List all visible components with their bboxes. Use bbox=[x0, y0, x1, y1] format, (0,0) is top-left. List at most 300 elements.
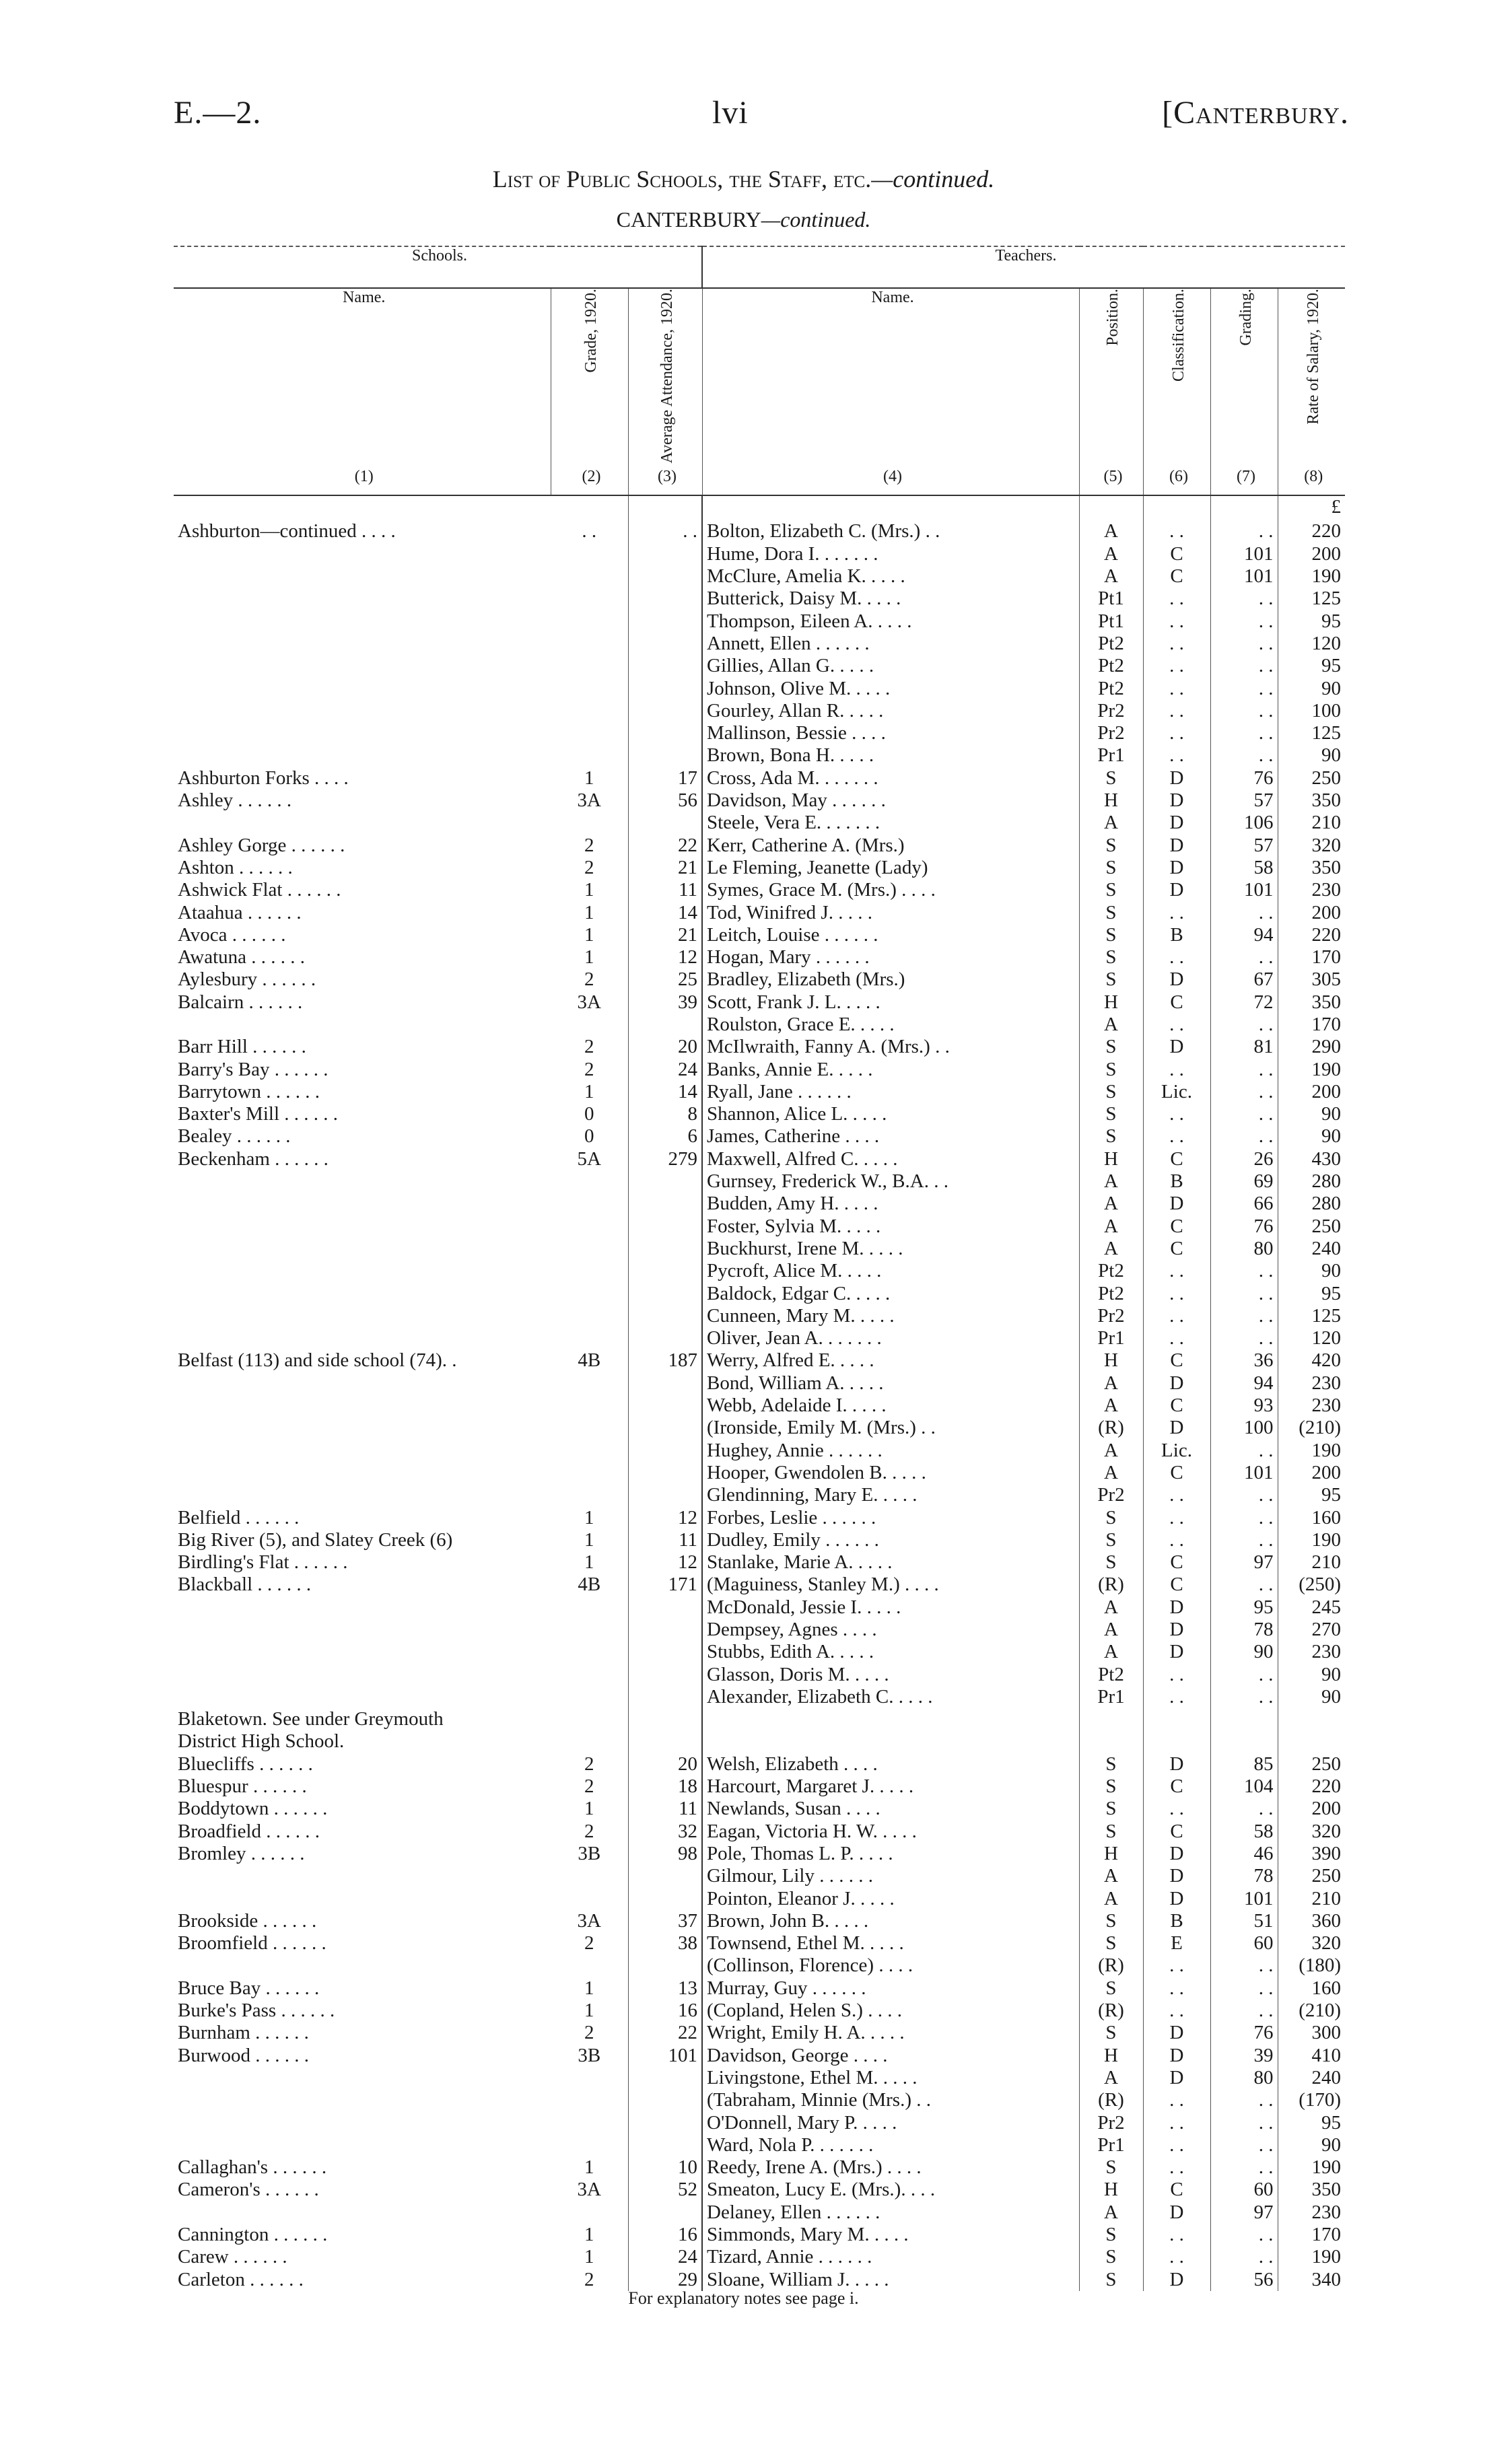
school-attendance: 6 bbox=[628, 1125, 702, 1148]
school-grade: 3A bbox=[551, 991, 628, 1014]
teacher-position: Pr2 bbox=[1079, 1305, 1143, 1327]
table-row bbox=[174, 520, 1345, 542]
school-name bbox=[174, 655, 551, 677]
school-attendance bbox=[628, 1440, 702, 1462]
teacher-grading: 94 bbox=[1210, 1372, 1278, 1395]
teacher-position: H bbox=[1079, 789, 1143, 812]
teacher-grading: 100 bbox=[1210, 1417, 1278, 1439]
teacher-position: S bbox=[1079, 1753, 1143, 1775]
school-attendance: 25 bbox=[628, 969, 702, 991]
school-name: Ashton . . . . . . bbox=[178, 856, 293, 878]
table-row bbox=[174, 879, 1345, 901]
school-attendance bbox=[628, 2067, 702, 2089]
teacher-classification: C bbox=[1143, 991, 1210, 1014]
teacher-salary: 350 bbox=[1311, 789, 1342, 812]
teacher-classification: . . bbox=[1143, 655, 1210, 677]
school-name bbox=[174, 1619, 551, 1641]
teacher-salary: 95 bbox=[1321, 2111, 1342, 2134]
teacher-name: Stubbs, Edith A. . . . . bbox=[702, 1641, 1079, 1663]
teacher-salary bbox=[1278, 1730, 1345, 1753]
teacher-grading: . . bbox=[1210, 1327, 1278, 1349]
teacher-grading: . . bbox=[1210, 610, 1278, 633]
teacher-name: Gurnsey, Frederick W., B.A. . . bbox=[702, 1170, 1079, 1193]
teacher-salary: (210) bbox=[1299, 1417, 1342, 1439]
school-grade: 2 bbox=[551, 857, 628, 879]
teacher-grading: 78 bbox=[1210, 1865, 1278, 1887]
teacher-grading: . . bbox=[1210, 1664, 1278, 1686]
school-name: Burwood . . . . . . bbox=[178, 2044, 309, 2066]
teacher-name: Dempsey, Agnes . . . . bbox=[702, 1619, 1079, 1641]
teacher-name: Werry, Alfred E. . . . . bbox=[702, 1349, 1079, 1372]
school-grade bbox=[551, 1865, 628, 1887]
teacher-name: McIlwraith, Fanny A. (Mrs.) . . bbox=[702, 1036, 1079, 1058]
table-row bbox=[174, 2045, 1345, 2067]
school-grade bbox=[551, 1395, 628, 1417]
teacher-classification: . . bbox=[1143, 1484, 1210, 1506]
teacher-position: S bbox=[1079, 2156, 1143, 2179]
school-grade bbox=[551, 1664, 628, 1686]
teacher-classification bbox=[1143, 1730, 1210, 1753]
teacher-position: A bbox=[1079, 1440, 1143, 1462]
school-attendance bbox=[628, 1260, 702, 1282]
teacher-position: S bbox=[1079, 1798, 1143, 1820]
table-row bbox=[174, 1170, 1345, 1193]
teacher-grading: . . bbox=[1210, 1125, 1278, 1148]
table-row bbox=[174, 946, 1345, 969]
teacher-salary: 170 bbox=[1311, 1013, 1342, 1035]
school-attendance: 22 bbox=[628, 835, 702, 857]
school-attendance: 11 bbox=[628, 1529, 702, 1551]
teacher-name: Butterick, Daisy M. . . . . bbox=[702, 588, 1079, 610]
teacher-classification: . . bbox=[1143, 744, 1210, 767]
school-grade: 2 bbox=[551, 1932, 628, 1955]
teacher-grading: . . bbox=[1210, 1955, 1278, 1977]
teacher-position: A bbox=[1079, 1641, 1143, 1663]
teacher-position: A bbox=[1079, 543, 1143, 565]
footnote: For explanatory notes see page i. bbox=[628, 2288, 859, 2308]
teacher-classification: D bbox=[1143, 1865, 1210, 1887]
school-attendance: 29 bbox=[628, 2269, 702, 2291]
col-number: (8) bbox=[1278, 468, 1345, 495]
teacher-salary: 95 bbox=[1321, 1282, 1342, 1304]
teacher-name: Newlands, Susan . . . . bbox=[702, 1798, 1079, 1820]
teacher-grading: . . bbox=[1210, 1260, 1278, 1282]
teacher-grading: . . bbox=[1210, 2134, 1278, 2156]
teacher-classification: . . bbox=[1143, 2089, 1210, 2111]
teacher-position: S bbox=[1079, 1103, 1143, 1125]
school-grade bbox=[551, 1641, 628, 1663]
teacher-grading: . . bbox=[1210, 1529, 1278, 1551]
teacher-classification: C bbox=[1143, 565, 1210, 588]
teacher-salary: 125 bbox=[1311, 588, 1342, 610]
table-row bbox=[174, 1372, 1345, 1395]
school-name bbox=[174, 1372, 551, 1395]
teacher-grading: . . bbox=[1210, 1103, 1278, 1125]
teacher-position: A bbox=[1079, 2202, 1143, 2224]
col-grade: Grade, 1920. bbox=[582, 289, 600, 373]
table-row bbox=[174, 991, 1345, 1014]
teacher-name: Leitch, Louise . . . . . . bbox=[702, 924, 1079, 946]
teacher-salary: 190 bbox=[1311, 2156, 1342, 2179]
teacher-classification: . . bbox=[1143, 1798, 1210, 1820]
teacher-grading: . . bbox=[1210, 1686, 1278, 1708]
school-grade: 1 bbox=[551, 2156, 628, 2179]
school-name bbox=[174, 1216, 551, 1238]
school-name bbox=[174, 1865, 551, 1887]
teacher-salary: 90 bbox=[1321, 1685, 1342, 1708]
table-row bbox=[174, 700, 1345, 722]
teacher-position: Pr2 bbox=[1079, 2112, 1143, 2134]
school-name bbox=[174, 2089, 551, 2111]
school-attendance bbox=[628, 1238, 702, 1260]
table-row bbox=[174, 1730, 1345, 1753]
school-name: Ashburton Forks . . . . bbox=[178, 767, 349, 789]
teacher-salary: 350 bbox=[1311, 856, 1342, 878]
school-name: Carleton . . . . . . bbox=[178, 2268, 304, 2290]
table-row bbox=[174, 1327, 1345, 1349]
school-grade: 3A bbox=[551, 789, 628, 812]
teacher-position: S bbox=[1079, 879, 1143, 901]
school-attendance: 20 bbox=[628, 1753, 702, 1775]
teacher-name: Murray, Guy . . . . . . bbox=[702, 1977, 1079, 2000]
table-row bbox=[174, 543, 1345, 565]
teacher-grading: . . bbox=[1210, 1977, 1278, 2000]
school-name bbox=[174, 2067, 551, 2089]
teacher-grading: . . bbox=[1210, 722, 1278, 744]
teacher-classification: C bbox=[1143, 1462, 1210, 1484]
teacher-position: S bbox=[1079, 2246, 1143, 2268]
table-row bbox=[174, 655, 1345, 677]
teacher-classification: D bbox=[1143, 969, 1210, 991]
teacher-name: Dudley, Emily . . . . . . bbox=[702, 1529, 1079, 1551]
school-grade bbox=[551, 2134, 628, 2156]
teacher-classification: . . bbox=[1143, 1305, 1210, 1327]
teacher-grading: . . bbox=[1210, 1798, 1278, 1820]
teacher-position: A bbox=[1079, 565, 1143, 588]
school-name: District High School. bbox=[178, 1730, 345, 1753]
teacher-salary: 90 bbox=[1321, 1125, 1342, 1148]
teacher-salary: 230 bbox=[1311, 1641, 1342, 1663]
teacher-classification: . . bbox=[1143, 2112, 1210, 2134]
teacher-position: H bbox=[1079, 1148, 1143, 1170]
teacher-classification: . . bbox=[1143, 1014, 1210, 1036]
school-attendance bbox=[628, 1283, 702, 1305]
table-row bbox=[174, 1686, 1345, 1708]
school-name bbox=[174, 1596, 551, 1619]
table-row bbox=[174, 1484, 1345, 1506]
teacher-salary: 95 bbox=[1321, 610, 1342, 632]
teacher-salary: 230 bbox=[1311, 1395, 1342, 1417]
school-attendance bbox=[628, 1664, 702, 1686]
teacher-name bbox=[702, 1730, 1079, 1753]
teacher-salary: 240 bbox=[1311, 1237, 1342, 1259]
table-row bbox=[174, 2000, 1345, 2022]
teacher-name: Pointon, Eleanor J. . . . . bbox=[702, 1888, 1079, 1910]
teacher-salary: 340 bbox=[1311, 2268, 1342, 2290]
school-name bbox=[174, 1170, 551, 1193]
teacher-salary: 240 bbox=[1311, 2066, 1342, 2088]
table-row bbox=[174, 2269, 1345, 2291]
schools-staff-table bbox=[174, 246, 1345, 2291]
teacher-position: S bbox=[1079, 1059, 1143, 1081]
school-grade bbox=[551, 1955, 628, 1977]
school-attendance bbox=[628, 610, 702, 633]
teacher-grading: 76 bbox=[1210, 1216, 1278, 1238]
teacher-salary: 245 bbox=[1311, 1596, 1342, 1618]
table-row bbox=[174, 1775, 1345, 1798]
teacher-classification: D bbox=[1143, 2269, 1210, 2291]
teacher-name: James, Catherine . . . . bbox=[702, 1125, 1079, 1148]
teacher-salary: 100 bbox=[1311, 699, 1342, 721]
school-attendance: 101 bbox=[628, 2045, 702, 2067]
teacher-classification: . . bbox=[1143, 2156, 1210, 2179]
teacher-grading: 90 bbox=[1210, 1641, 1278, 1663]
school-grade bbox=[551, 1730, 628, 1753]
teacher-position: H bbox=[1079, 1843, 1143, 1865]
school-grade: 5A bbox=[551, 1148, 628, 1170]
teacher-grading: . . bbox=[1210, 2089, 1278, 2111]
teacher-position: (R) bbox=[1079, 2089, 1143, 2111]
school-grade bbox=[551, 1484, 628, 1506]
school-attendance bbox=[628, 1014, 702, 1036]
teacher-name: Maxwell, Alfred C. . . . . bbox=[702, 1148, 1079, 1170]
school-grade bbox=[551, 1596, 628, 1619]
teacher-classification: E bbox=[1143, 1932, 1210, 1955]
school-grade bbox=[551, 812, 628, 834]
school-name: Beckenham . . . . . . bbox=[178, 1148, 328, 1170]
teacher-position: S bbox=[1079, 1821, 1143, 1843]
school-name: Big River (5), and Slatey Creek (6) bbox=[178, 1528, 453, 1551]
school-name bbox=[174, 1417, 551, 1439]
school-name bbox=[174, 1664, 551, 1686]
teacher-salary: 250 bbox=[1311, 1215, 1342, 1237]
school-attendance: 8 bbox=[628, 1103, 702, 1125]
currency-symbol: £ bbox=[1331, 496, 1342, 518]
teacher-name: Pycroft, Alice M. . . . . bbox=[702, 1260, 1079, 1282]
teacher-position: S bbox=[1079, 1932, 1143, 1955]
table-row bbox=[174, 1305, 1345, 1327]
school-grade: 2 bbox=[551, 1059, 628, 1081]
teacher-classification: Lic. bbox=[1143, 1440, 1210, 1462]
teacher-classification: C bbox=[1143, 1238, 1210, 1260]
teacher-salary: 280 bbox=[1311, 1193, 1342, 1215]
teacher-position: Pr1 bbox=[1079, 1686, 1143, 1708]
school-name bbox=[174, 633, 551, 655]
school-name bbox=[174, 1641, 551, 1663]
title-list-cont: —continued. bbox=[871, 166, 995, 192]
table-row bbox=[174, 1596, 1345, 1619]
teacher-name: Hume, Dora I. . . . . . . bbox=[702, 543, 1079, 565]
school-attendance bbox=[628, 1462, 702, 1484]
school-grade: 1 bbox=[551, 2000, 628, 2022]
teacher-classification: . . bbox=[1143, 902, 1210, 924]
school-name: Bromley . . . . . . bbox=[178, 1842, 305, 1864]
teacher-name: Pole, Thomas L. P. . . . . bbox=[702, 1843, 1079, 1865]
teacher-position: Pr2 bbox=[1079, 722, 1143, 744]
teacher-salary: 230 bbox=[1311, 1372, 1342, 1394]
teacher-classification: . . bbox=[1143, 1125, 1210, 1148]
col-number: (4) bbox=[702, 468, 1079, 495]
col-number: (7) bbox=[1210, 468, 1278, 495]
school-name: Belfast (113) and side school (74). . bbox=[178, 1349, 457, 1372]
table-row bbox=[174, 1081, 1345, 1103]
teacher-salary: 90 bbox=[1321, 677, 1342, 699]
teacher-name: Thompson, Eileen A. . . . . bbox=[702, 610, 1079, 633]
table-row bbox=[174, 1910, 1345, 1932]
school-name bbox=[174, 2202, 551, 2224]
teacher-name: Glasson, Doris M. . . . . bbox=[702, 1664, 1079, 1686]
teacher-classification: . . bbox=[1143, 2134, 1210, 2156]
school-attendance: 13 bbox=[628, 1977, 702, 2000]
teacher-salary: 300 bbox=[1311, 2022, 1342, 2044]
page-code: E.—2. bbox=[174, 95, 262, 131]
teacher-salary: 250 bbox=[1311, 1865, 1342, 1887]
school-name: Brookside . . . . . . bbox=[178, 1909, 317, 1932]
teacher-position: Pt2 bbox=[1079, 1664, 1143, 1686]
school-name bbox=[174, 1238, 551, 1260]
school-name: Ashwick Flat . . . . . . bbox=[178, 879, 341, 901]
teacher-salary: 200 bbox=[1311, 901, 1342, 923]
teacher-classification: D bbox=[1143, 1641, 1210, 1663]
teacher-name: Hughey, Annie . . . . . . bbox=[702, 1440, 1079, 1462]
teacher-salary: 200 bbox=[1311, 1080, 1342, 1102]
table-row bbox=[174, 1708, 1345, 1730]
teacher-name: (Copland, Helen S.) . . . . bbox=[702, 2000, 1079, 2022]
table-row bbox=[174, 2202, 1345, 2224]
teacher-position: S bbox=[1079, 835, 1143, 857]
school-grade bbox=[551, 744, 628, 767]
school-attendance bbox=[628, 655, 702, 677]
school-grade: 1 bbox=[551, 879, 628, 901]
table-row bbox=[174, 1843, 1345, 1865]
school-attendance: 12 bbox=[628, 946, 702, 969]
school-name bbox=[174, 565, 551, 588]
school-name bbox=[174, 543, 551, 565]
teacher-salary: 90 bbox=[1321, 744, 1342, 767]
teacher-salary: 160 bbox=[1311, 1506, 1342, 1528]
teacher-classification: . . bbox=[1143, 700, 1210, 722]
teacher-grading: 101 bbox=[1210, 1888, 1278, 1910]
teacher-grading: 101 bbox=[1210, 565, 1278, 588]
school-grade bbox=[551, 1440, 628, 1462]
teacher-grading: . . bbox=[1210, 655, 1278, 677]
teacher-name: Budden, Amy H. . . . . bbox=[702, 1193, 1079, 1215]
teacher-grading: 56 bbox=[1210, 2269, 1278, 2291]
teacher-name: Delaney, Ellen . . . . . . bbox=[702, 2202, 1079, 2224]
table-row bbox=[174, 1283, 1345, 1305]
table-row bbox=[174, 1798, 1345, 1820]
teacher-name: McClure, Amelia K. . . . . bbox=[702, 565, 1079, 588]
school-attendance bbox=[628, 1686, 702, 1708]
teacher-position: Pr2 bbox=[1079, 700, 1143, 722]
teacher-grading: 46 bbox=[1210, 1843, 1278, 1865]
teacher-name: McDonald, Jessie I. . . . . bbox=[702, 1596, 1079, 1619]
teacher-name: Symes, Grace M. (Mrs.) . . . . bbox=[702, 879, 1079, 901]
school-grade: 4B bbox=[551, 1349, 628, 1372]
school-attendance: 12 bbox=[628, 1507, 702, 1529]
school-attendance: 21 bbox=[628, 924, 702, 946]
teacher-classification: D bbox=[1143, 1372, 1210, 1395]
teacher-grading bbox=[1210, 1708, 1278, 1730]
teacher-salary: 190 bbox=[1311, 1528, 1342, 1551]
teacher-grading: 76 bbox=[1210, 767, 1278, 789]
teacher-name: Scott, Frank J. L. . . . . bbox=[702, 991, 1079, 1014]
teacher-position: S bbox=[1079, 1775, 1143, 1798]
teacher-salary: 160 bbox=[1311, 1977, 1342, 1999]
school-attendance: 21 bbox=[628, 857, 702, 879]
teacher-position: S bbox=[1079, 2224, 1143, 2246]
school-name: Cannington . . . . . . bbox=[178, 2224, 328, 2246]
teacher-name: Davidson, May . . . . . . bbox=[702, 789, 1079, 812]
school-grade: 2 bbox=[551, 2269, 628, 2291]
teacher-name: Brown, John B. . . . . bbox=[702, 1910, 1079, 1932]
teacher-classification: D bbox=[1143, 2202, 1210, 2224]
table-row bbox=[174, 2224, 1345, 2246]
teacher-salary: 210 bbox=[1311, 812, 1342, 834]
school-name bbox=[174, 1484, 551, 1506]
teacher-position: S bbox=[1079, 857, 1143, 879]
school-attendance bbox=[628, 1641, 702, 1663]
school-name: Broomfield . . . . . . bbox=[178, 1932, 326, 1955]
teacher-classification: . . bbox=[1143, 1686, 1210, 1708]
school-attendance bbox=[628, 1170, 702, 1193]
title-region-cont: —continued. bbox=[761, 207, 871, 232]
teacher-salary: 95 bbox=[1321, 655, 1342, 677]
school-grade bbox=[551, 655, 628, 677]
school-attendance bbox=[628, 812, 702, 834]
teacher-grading: 78 bbox=[1210, 1619, 1278, 1641]
teacher-classification: . . bbox=[1143, 1327, 1210, 1349]
school-name bbox=[174, 1260, 551, 1282]
school-name: Ashley . . . . . . bbox=[178, 789, 292, 812]
teacher-position: A bbox=[1079, 520, 1143, 542]
school-name bbox=[174, 1193, 551, 1215]
teacher-position: A bbox=[1079, 1238, 1143, 1260]
teacher-salary: 250 bbox=[1311, 767, 1342, 789]
school-grade bbox=[551, 565, 628, 588]
teacher-classification: C bbox=[1143, 1821, 1210, 1843]
teacher-name: Annett, Ellen . . . . . . bbox=[702, 633, 1079, 655]
teacher-position: (R) bbox=[1079, 1417, 1143, 1439]
teacher-grading: 85 bbox=[1210, 1753, 1278, 1775]
teacher-grading: . . bbox=[1210, 1283, 1278, 1305]
teacher-salary: 90 bbox=[1321, 2134, 1342, 2156]
teacher-salary: 350 bbox=[1311, 991, 1342, 1013]
teacher-salary: 125 bbox=[1311, 1304, 1342, 1327]
teacher-grading: . . bbox=[1210, 2112, 1278, 2134]
teacher-name: Forbes, Leslie . . . . . . bbox=[702, 1507, 1079, 1529]
col-grading: Grading. bbox=[1237, 289, 1255, 346]
teacher-salary: 90 bbox=[1321, 1663, 1342, 1685]
region-header: [Canterbury. bbox=[1162, 95, 1349, 131]
teacher-name: Shannon, Alice L. . . . . bbox=[702, 1103, 1079, 1125]
teacher-salary: 270 bbox=[1311, 1619, 1342, 1640]
table-row bbox=[174, 857, 1345, 879]
teacher-grading: . . bbox=[1210, 902, 1278, 924]
teacher-classification: . . bbox=[1143, 520, 1210, 542]
school-name bbox=[174, 1014, 551, 1036]
teacher-position: Pt2 bbox=[1079, 1260, 1143, 1282]
table-row bbox=[174, 2134, 1345, 2156]
teacher-name: Foster, Sylvia M. . . . . bbox=[702, 1216, 1079, 1238]
school-attendance bbox=[628, 1216, 702, 1238]
table-row bbox=[174, 1888, 1345, 1910]
teacher-salary: 410 bbox=[1311, 2044, 1342, 2066]
teacher-classification: . . bbox=[1143, 1507, 1210, 1529]
col-number: (5) bbox=[1079, 468, 1143, 495]
teacher-salary: 210 bbox=[1311, 1551, 1342, 1574]
teacher-classification: . . bbox=[1143, 1103, 1210, 1125]
